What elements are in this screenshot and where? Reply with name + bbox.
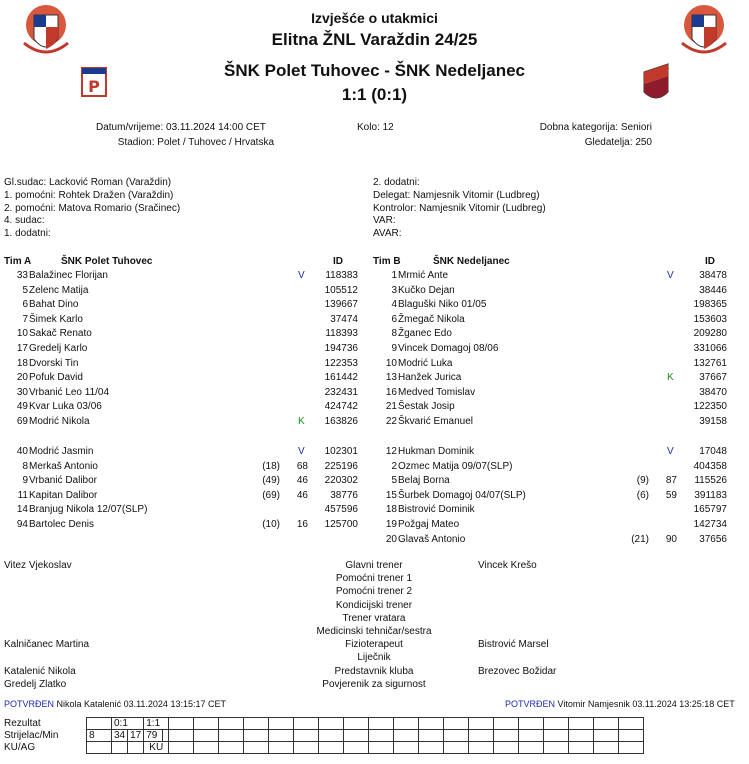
player-name: Šimek Karlo <box>29 313 83 325</box>
player-id: 38776 <box>330 489 358 501</box>
player-id: 118393 <box>325 328 358 340</box>
player-id: 153603 <box>693 313 727 325</box>
player-id: 457596 <box>324 504 358 516</box>
player-row <box>373 534 733 547</box>
sub-minute: 68 <box>296 460 308 472</box>
player-name: Branjug Nikola 12/07(SLP) <box>29 504 148 516</box>
match-title: ŠNK Polet Tuhovec - ŠNK Nedeljanec <box>223 61 526 80</box>
player-id: 132761 <box>693 357 727 369</box>
player-row <box>4 270 364 283</box>
spectators-line: Gledatelja: 250 <box>584 137 652 148</box>
player-number: 18 <box>16 357 28 369</box>
player-id: 17048 <box>699 446 727 457</box>
player-number: 20 <box>385 533 397 545</box>
player-role-mark: K <box>667 372 674 384</box>
team-a-tag: Tim A <box>4 256 32 267</box>
player-name: Balažinec Florijan <box>29 270 108 281</box>
player-row <box>4 504 364 517</box>
player-id: 122353 <box>324 357 358 369</box>
player-name: Medved Tomislav <box>398 386 476 398</box>
player-name: Blaguški Niko 01/05 <box>398 299 487 311</box>
player-name: Mrmić Ante <box>398 270 449 281</box>
player-row <box>373 387 733 400</box>
player-number: 21 <box>385 401 397 413</box>
sub-minute: 46 <box>296 475 308 487</box>
player-name: Bistrović Dominik <box>398 504 475 516</box>
player-name: Škvarić Emanuel <box>398 416 474 427</box>
player-number: 6 <box>391 313 397 325</box>
player-name: Vrbanić Leo 11/04 <box>29 386 110 398</box>
player-row <box>373 343 733 356</box>
score-grid-row-scorer: Strijelac/Min 8 34 17 79 <box>4 730 644 742</box>
player-number: 2 <box>391 460 397 472</box>
player-id: 424742 <box>324 401 358 413</box>
player-number: 9 <box>22 475 28 487</box>
player-row <box>373 358 733 371</box>
player-id: 37656 <box>699 533 727 545</box>
team-b-name: ŠNK Nedeljanec <box>433 256 510 267</box>
sub-minute: 59 <box>665 489 677 501</box>
player-row <box>4 372 364 385</box>
staff-role: Trener vratara <box>342 612 406 624</box>
player-name: Modrić Jasmin <box>29 446 94 457</box>
player-number: 33 <box>16 270 28 281</box>
player-role-mark: V <box>667 270 674 281</box>
official-line: 1. pomoćni: Rohtek Dražen (Varaždin) <box>4 189 174 201</box>
player-number: 69 <box>16 416 28 427</box>
player-number: 5 <box>22 284 28 296</box>
staff-role: Kondicijski trener <box>335 599 413 611</box>
player-name: Modrić Nikola <box>29 416 90 427</box>
official-line: Kontrolor: Namjesnik Vitomir (Ludbreg) <box>373 202 546 214</box>
player-row <box>4 490 364 503</box>
player-row <box>4 401 364 414</box>
player-number: 18 <box>385 504 397 516</box>
sub-for: (21) <box>631 533 649 545</box>
staff-role: Povjerenik za sigurnost <box>322 678 426 690</box>
player-number: 20 <box>16 372 28 384</box>
staff-member-a: Vitez Vjekoslav <box>4 560 72 571</box>
player-id: 37474 <box>330 313 358 325</box>
player-row <box>373 461 733 474</box>
player-row <box>373 270 733 283</box>
player-role-mark: V <box>298 270 305 281</box>
player-name: Kučko Dejan <box>398 284 455 296</box>
player-row <box>373 446 733 459</box>
player-id: 232431 <box>324 386 358 398</box>
staff-role: Fizioterapeut <box>345 639 403 651</box>
staff-role: Glavni trener <box>345 560 403 571</box>
score-grid-row-ku: KU/AG KU <box>4 742 644 754</box>
player-row <box>4 328 364 341</box>
staff-member-a: Gredelj Zlatko <box>4 678 67 690</box>
player-name: Dvorski Tin <box>29 357 79 369</box>
staff-role: Pomoćni trener 2 <box>335 586 413 598</box>
score-grid <box>4 717 644 754</box>
sub-for: (6) <box>636 489 649 501</box>
player-number: 4 <box>391 299 397 311</box>
player-name: Glavaš Antonio <box>398 533 466 545</box>
player-number: 16 <box>385 386 397 398</box>
player-name: Požgaj Mateo <box>398 519 460 530</box>
player-name: Vincek Domagoj 08/06 <box>398 343 499 354</box>
player-role-mark: V <box>298 446 305 457</box>
staff-role: Liječnik <box>357 652 391 664</box>
official-line: Delegat: Namjesnik Vitomir (Ludbreg) <box>373 189 540 201</box>
player-name: Žganec Edo <box>398 328 452 340</box>
datetime-line: Datum/vrijeme: 03.11.2024 14:00 CET <box>96 122 266 133</box>
player-name: Hukman Dominik <box>398 446 475 457</box>
player-row <box>4 285 364 298</box>
player-id: 38478 <box>699 270 727 281</box>
player-number: 1 <box>391 270 397 281</box>
staff-member-b: Brezovec Božidar <box>478 665 557 677</box>
player-name: Merkaš Antonio <box>29 460 98 472</box>
player-id: 118383 <box>325 270 358 281</box>
player-name: Bahat Dino <box>29 299 79 311</box>
player-row <box>373 504 733 517</box>
player-id: 125700 <box>324 519 358 530</box>
player-id: 122350 <box>693 401 727 413</box>
player-row <box>373 416 733 429</box>
player-id: 209280 <box>693 328 727 340</box>
player-number: 13 <box>385 372 397 384</box>
player-row <box>4 343 364 356</box>
player-name: Ozmec Matija 09/07(SLP) <box>398 460 513 472</box>
player-id: 194736 <box>324 343 358 354</box>
player-name: Belaj Borna <box>398 475 450 487</box>
player-id: 105512 <box>324 284 358 296</box>
sub-minute: 90 <box>665 533 677 545</box>
player-row <box>373 328 733 341</box>
sub-for: (9) <box>636 475 649 487</box>
player-number: 15 <box>385 489 397 501</box>
official-line: 4. sudac: <box>4 215 45 227</box>
player-number: 8 <box>391 328 397 340</box>
player-name: Zelenc Matija <box>29 284 89 296</box>
player-id: 161442 <box>324 372 358 384</box>
round-line: Kolo: 12 <box>357 122 394 133</box>
grid-label: KU/AG <box>4 742 36 753</box>
player-id: 38470 <box>699 386 727 398</box>
player-id: 391183 <box>694 489 727 501</box>
player-number: 12 <box>385 446 397 457</box>
player-id: 38446 <box>699 284 727 296</box>
team-b-tag: Tim B <box>373 256 401 267</box>
player-row <box>373 314 733 327</box>
team-a-confirmation: POTVRĐEN Nikola Katalenić 03.11.2024 13:15:17 CET <box>4 699 226 709</box>
stadium-line: Stadion: Polet / Tuhovec / Hrvatska <box>117 137 274 148</box>
staff-member-a: Kalničanec Martina <box>4 639 90 651</box>
team-b-confirmation: POTVRĐEN Vitomir Namjesnik 03.11.2024 13:25:18 CET <box>505 699 735 709</box>
player-row <box>373 401 733 414</box>
player-number: 22 <box>385 416 397 427</box>
sub-for: (10) <box>262 519 280 530</box>
sub-for: (18) <box>262 460 280 472</box>
svg-text:P: P <box>88 77 100 96</box>
player-row <box>4 461 364 474</box>
player-name: Sakač Renato <box>29 328 92 340</box>
player-row <box>373 299 733 312</box>
player-row <box>4 519 364 532</box>
player-row <box>4 387 364 400</box>
sub-minute: 16 <box>296 519 308 530</box>
player-number: 11 <box>17 489 28 501</box>
player-row <box>373 285 733 298</box>
player-name: Gredelj Karlo <box>29 343 88 354</box>
player-number: 94 <box>16 519 28 530</box>
player-row <box>373 490 733 503</box>
player-row <box>373 372 733 385</box>
player-id: 225196 <box>324 460 358 472</box>
player-number: 6 <box>22 299 28 311</box>
team-b-id-header: ID <box>705 256 715 267</box>
player-number: 8 <box>22 460 28 472</box>
player-name: Kvar Luka 03/06 <box>29 401 102 413</box>
player-number: 17 <box>16 343 28 354</box>
player-name: Pofuk David <box>29 372 83 384</box>
player-name: Šurbek Domagoj 04/07(SLP) <box>398 489 526 501</box>
report-title: Izvješće o utakmici <box>311 10 438 26</box>
staff-member-b: Bistrović Marsel <box>478 639 549 651</box>
player-number: 30 <box>16 386 28 398</box>
staff-role: Pomoćni trener 1 <box>335 573 413 585</box>
sub-minute: 46 <box>296 489 308 501</box>
player-row <box>4 446 364 459</box>
official-line: Gl.sudac: Lacković Roman (Varaždin) <box>4 177 172 188</box>
player-name: Hanžek Jurica <box>398 372 462 384</box>
player-id: 331066 <box>693 343 727 354</box>
player-id: 139667 <box>324 299 358 311</box>
grid-label: Strijelac/Min <box>4 730 59 741</box>
player-row <box>373 519 733 532</box>
player-name: Kapitan Dalibor <box>29 489 98 501</box>
player-row <box>4 314 364 327</box>
player-number: 40 <box>16 446 28 457</box>
player-name: Bartolec Denis <box>29 519 95 530</box>
official-line: AVAR: <box>373 228 402 240</box>
official-line: 2. dodatni: <box>373 177 420 188</box>
competition-title: Elitna ŽNL Varaždin 24/25 <box>271 30 478 49</box>
team-a-name: ŠNK Polet Tuhovec <box>61 256 153 267</box>
player-number: 9 <box>391 343 397 354</box>
player-id: 404358 <box>693 460 727 472</box>
player-number: 14 <box>16 504 28 516</box>
player-number: 10 <box>16 328 28 340</box>
player-id: 163826 <box>324 416 358 427</box>
player-number: 3 <box>391 284 397 296</box>
player-name: Žmegač Nikola <box>398 313 465 325</box>
player-id: 39158 <box>699 416 727 427</box>
player-row <box>4 416 364 429</box>
player-name: Modrić Luka <box>398 357 453 369</box>
player-role-mark: K <box>298 416 305 427</box>
score-grid-row-result: Rezultat 0:1 1:1 <box>4 718 644 730</box>
player-row <box>4 299 364 312</box>
match-score: 1:1 (0:1) <box>341 85 408 104</box>
player-id: 102301 <box>324 446 358 457</box>
player-name: Šestak Josip <box>398 401 455 413</box>
player-number: 7 <box>22 313 28 325</box>
player-id: 198365 <box>693 299 727 311</box>
player-name: Vrbanić Dalibor <box>29 475 97 487</box>
player-id: 220302 <box>324 475 358 487</box>
category-line: Dobna kategorija: Seniori <box>539 122 652 133</box>
team-a-id-header: ID <box>333 256 343 267</box>
player-number: 19 <box>385 519 397 530</box>
player-role-mark: V <box>667 446 674 457</box>
sub-for: (69) <box>262 489 280 501</box>
grid-label: Rezultat <box>4 718 41 729</box>
staff-role: Predstavnik kluba <box>334 665 414 677</box>
player-row <box>4 358 364 371</box>
player-number: 10 <box>385 357 397 369</box>
staff-member-a: Katalenić Nikola <box>4 665 76 677</box>
sub-for: (49) <box>262 475 280 487</box>
official-line: 2. pomoćni: Matova Romario (Sračinec) <box>4 202 181 214</box>
player-id: 142734 <box>693 519 727 530</box>
player-row <box>4 475 364 488</box>
official-line: 1. dodatni: <box>4 228 51 240</box>
player-id: 37667 <box>699 372 727 384</box>
player-id: 165797 <box>693 504 727 516</box>
official-line: VAR: <box>373 215 396 227</box>
sub-minute: 87 <box>665 475 677 487</box>
player-number: 49 <box>16 401 28 413</box>
player-row <box>373 475 733 488</box>
player-number: 5 <box>391 475 397 487</box>
staff-role: Medicinski tehničar/sestra <box>316 626 432 637</box>
player-id: 115526 <box>694 475 727 487</box>
staff-member-b: Vincek Krešo <box>478 560 537 571</box>
